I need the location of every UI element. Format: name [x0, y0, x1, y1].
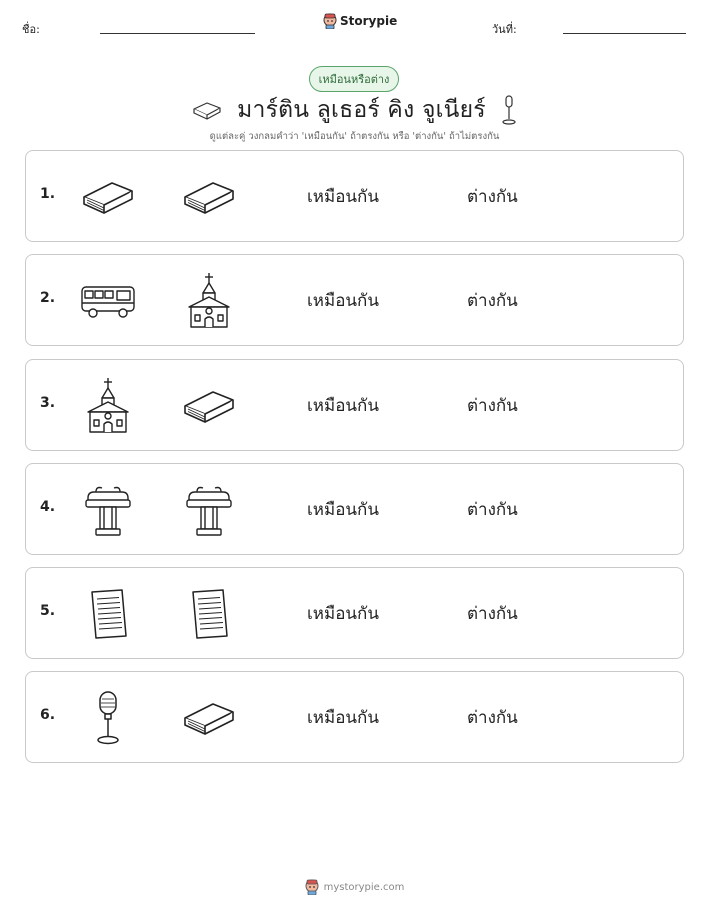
row-number: 2. — [40, 290, 56, 306]
option-same[interactable]: เหมือนกัน — [307, 396, 379, 416]
page-title: มาร์ติน ลูเธอร์ คิง จูเนียร์ — [237, 97, 486, 123]
book-icon — [78, 167, 138, 227]
option-same[interactable]: เหมือนกัน — [307, 708, 379, 728]
exercise-row — [25, 150, 684, 242]
option-different[interactable]: ต่างกัน — [467, 500, 518, 520]
row-number: 5. — [40, 603, 56, 619]
row-number: 1. — [40, 186, 56, 202]
option-different[interactable]: ต่างกัน — [467, 187, 518, 207]
exercise-row — [25, 254, 684, 346]
title-row — [0, 92, 709, 128]
name-label: ชื่อ: — [22, 23, 40, 36]
worksheet-badge: เหมือนหรือต่าง — [309, 66, 399, 92]
instructions: ดูแต่ละคู่ วงกลมคำว่า 'เหมือนกัน' ถ้าตรงกัน หรือ 'ต่างกัน' ถ้าไม่ตรงกัน — [209, 131, 500, 142]
footer-site: mystorypie.com — [323, 881, 405, 893]
exercise-row — [25, 671, 684, 763]
drinking-fountain-icon — [179, 480, 239, 540]
storypie-mascot-icon — [323, 13, 337, 29]
option-same[interactable]: เหมือนกัน — [307, 500, 379, 520]
date-line[interactable] — [563, 33, 686, 34]
option-different[interactable]: ต่างกัน — [467, 396, 518, 416]
church-icon — [78, 376, 138, 436]
drinking-fountain-icon — [78, 480, 138, 540]
brand-name: Storypie — [340, 14, 398, 28]
row-number: 3. — [40, 395, 56, 411]
church-icon — [179, 271, 239, 331]
microphone-icon — [500, 94, 518, 126]
document-icon — [78, 584, 138, 644]
bus-icon — [78, 271, 138, 331]
exercise-row — [25, 463, 684, 555]
exercise-row — [25, 359, 684, 451]
book-icon — [179, 688, 239, 748]
storypie-mascot-icon — [305, 879, 319, 895]
document-icon — [179, 584, 239, 644]
row-number: 4. — [40, 499, 56, 515]
option-different[interactable]: ต่างกัน — [467, 604, 518, 624]
book-icon — [191, 99, 223, 121]
option-same[interactable]: เหมือนกัน — [307, 291, 379, 311]
option-same[interactable]: เหมือนกัน — [307, 187, 379, 207]
microphone-icon — [78, 688, 138, 748]
exercise-row — [25, 567, 684, 659]
book-icon — [179, 376, 239, 436]
row-number: 6. — [40, 707, 56, 723]
option-same[interactable]: เหมือนกัน — [307, 604, 379, 624]
footer — [0, 879, 709, 895]
option-different[interactable]: ต่างกัน — [467, 708, 518, 728]
name-line[interactable] — [100, 33, 255, 34]
brand-logo — [323, 13, 397, 29]
book-icon — [179, 167, 239, 227]
date-label: วันที่: — [492, 23, 517, 36]
option-different[interactable]: ต่างกัน — [467, 291, 518, 311]
